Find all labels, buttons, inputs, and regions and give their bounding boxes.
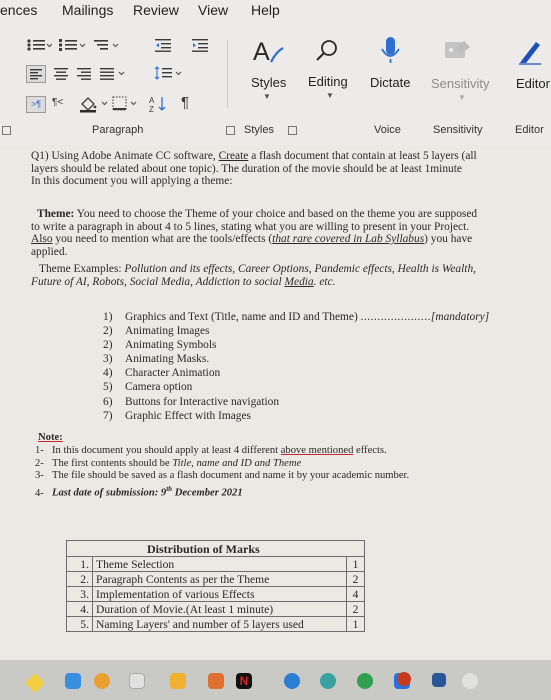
examples-line [31, 263, 536, 276]
list-item [103, 310, 489, 324]
note-text: In this document you should apply at least 4 different [52, 444, 281, 456]
note-item [35, 457, 409, 471]
menu-item-help[interactable]: Help [251, 2, 280, 18]
table-row [67, 617, 365, 632]
q1-create-word: Create [218, 150, 249, 162]
table-cell-item: Implementation of various Effects [93, 587, 347, 602]
show-marks-button[interactable] [181, 94, 189, 111]
edge-icon[interactable] [284, 673, 300, 689]
list-number: 5) [103, 381, 113, 394]
table-cell-item: Theme Selection [93, 557, 347, 572]
list-item [103, 409, 489, 423]
table-cell-number: 5. [67, 617, 93, 632]
numbering-icon [58, 38, 86, 52]
sort-button[interactable] [149, 95, 169, 118]
menu-item-review[interactable]: Review [133, 2, 179, 18]
bullets-icon [26, 38, 52, 52]
note-deadline-text: Last date of submission: 9 [52, 487, 167, 499]
list-item [103, 366, 489, 380]
examples-line [31, 276, 536, 289]
styles-icon [251, 36, 285, 66]
bullets-button[interactable] [26, 38, 52, 57]
group-label-editor: Editor [515, 124, 544, 136]
table-cell-marks: 1 [347, 617, 365, 632]
microphone-icon [378, 35, 402, 65]
examples-media-word: Media [284, 275, 314, 288]
theme-text: you need to mention what are the tools/effects ( [52, 233, 273, 245]
list-number: 7) [103, 409, 113, 422]
list-item [103, 352, 489, 366]
note-text: The first contents should be [52, 457, 173, 469]
list-text: Character Animation [125, 367, 221, 380]
theme-text: You need to choose the Theme of your choice and based on the theme you are supposed [74, 208, 478, 220]
list-number: 2) [103, 325, 113, 338]
svg-text:A: A [149, 96, 155, 105]
table-cell-marks: 4 [347, 587, 365, 602]
effects-list [103, 310, 489, 423]
list-item [103, 395, 489, 409]
justify-icon [99, 67, 127, 81]
rtl-button[interactable] [52, 97, 63, 108]
examples-text: Future of AI, Robots, Social Media, Addiction to social [31, 275, 285, 288]
multilevel-list-icon [93, 38, 121, 52]
word-icon[interactable] [432, 673, 446, 687]
theme-text: ) you have [424, 233, 473, 245]
theme-line [31, 233, 536, 246]
list-number: 6) [103, 395, 113, 408]
finder-icon[interactable] [25, 673, 45, 693]
word-ribbon [0, 0, 551, 145]
note-number: 3- [35, 470, 44, 482]
theme-lab-syllabus: that rare covered in Lab Syllabus [272, 233, 425, 245]
shading-button[interactable] [78, 95, 110, 118]
borders-button[interactable] [112, 96, 142, 117]
chevron-down-icon: ▼ [458, 93, 466, 102]
notes-icon[interactable] [129, 673, 145, 689]
list-text: Graphics and Text (Title, name and ID and Theme) [125, 311, 361, 323]
marks-table [66, 540, 365, 632]
list-item [103, 324, 489, 338]
mail-icon[interactable] [65, 673, 81, 689]
increase-indent-button[interactable] [191, 38, 209, 57]
table-cell-item: Duration of Movie.(At least 1 minute) [93, 602, 347, 617]
table-cell-marks: 1 [347, 557, 365, 572]
table-cell-item: Naming Layers' and number of 5 layers used [93, 617, 347, 632]
align-left-icon [27, 66, 45, 82]
theme-line: to write a paragraph in about 4 to 5 lines, stating what you are willing to present in your Project. [31, 220, 470, 233]
dock [0, 660, 551, 700]
table-cell-item: Paragraph Contents as per the Theme [93, 572, 347, 587]
align-right-icon [76, 67, 92, 81]
theme-examples [31, 263, 536, 288]
table-row [67, 557, 365, 572]
note-italic-text: Title, name and ID and Theme [172, 457, 302, 469]
q1-line: In this document you will applying a theme: [31, 175, 233, 187]
note-text: The file should be saved as a flash document and name it by your academic number. [52, 470, 410, 482]
rtl-icon: ¶< [52, 97, 64, 108]
ribbon-group-labels [0, 121, 551, 141]
align-left-button[interactable] [26, 65, 46, 83]
note-item [35, 444, 409, 458]
dictate-button[interactable] [368, 34, 414, 108]
table-cell-number: 2. [67, 572, 93, 587]
note-label-text: Note: [38, 432, 63, 443]
svg-text:Z: Z [149, 105, 154, 113]
align-right-button[interactable] [76, 67, 92, 86]
table-cell-number: 4. [67, 602, 93, 617]
group-label-sensitivity: Sensitivity [433, 124, 483, 136]
list-item [103, 380, 489, 394]
q1-line: layers should be related about one topic). The duration of the movie should be at least 1minute [31, 162, 462, 175]
note-text: effects. [353, 444, 387, 456]
editor-label: Editor [516, 76, 550, 91]
sensitivity-label: Sensitivity [431, 76, 490, 91]
examples-text: . etc. [313, 275, 336, 288]
list-number: 2) [103, 339, 113, 352]
search-icon [314, 38, 340, 66]
align-center-icon [53, 67, 69, 81]
list-text: Graphic Effect with Images [125, 409, 251, 422]
sensitivity-tag-icon [443, 38, 473, 66]
list-text: Animating Masks. [125, 353, 210, 366]
app-icon[interactable] [208, 673, 224, 689]
q1-line [31, 150, 536, 163]
list-item [103, 338, 489, 352]
note-deadline-sup: th [166, 485, 173, 494]
ltr-icon: >¶ [30, 99, 42, 109]
q1-text: a flash document that contain at least 5 layers (all [248, 150, 477, 162]
chrome-icon[interactable] [320, 673, 336, 689]
table-cell-marks: 2 [347, 572, 365, 587]
list-number: 3) [103, 353, 113, 366]
styles-label: Styles [251, 75, 287, 90]
examples-label: Theme Examples: [39, 263, 125, 275]
list-text: Animating Symbols [125, 339, 217, 352]
chevron-down-icon: ▼ [326, 91, 334, 100]
ltr-button[interactable] [26, 96, 46, 113]
justify-button[interactable] [99, 67, 127, 86]
note-number: 4- [35, 487, 44, 499]
note-label [38, 432, 409, 445]
editing-button[interactable] [305, 34, 355, 108]
sort-icon [149, 95, 169, 113]
table-cell-number: 3. [67, 587, 93, 602]
table-row [67, 602, 365, 617]
group-label-styles: Styles [244, 124, 274, 136]
note-number: 2- [35, 457, 44, 469]
q1-text: Q1) Using Adobe Animate CC software, [31, 150, 219, 162]
dialog-launcher-icon[interactable] [288, 126, 297, 135]
examples-text: Pollution and its effects, Career Options, Pandemic effects, Health is Wealth, [124, 263, 476, 275]
menu-item-references[interactable]: ences [0, 2, 38, 18]
note-deadline-text: December 2021 [172, 487, 243, 499]
theme-also-word: Also [31, 233, 53, 245]
editor-button[interactable] [508, 34, 551, 108]
chevron-down-icon: ▼ [263, 92, 271, 101]
theme-line [31, 208, 536, 221]
note-underlined-text: above mentioned [280, 444, 354, 456]
theme-line: applied. [31, 245, 68, 258]
menu-item-view[interactable]: View [198, 2, 229, 18]
styles-button[interactable] [240, 34, 292, 108]
align-center-button[interactable] [53, 67, 69, 86]
multilevel-list-button[interactable] [93, 38, 121, 57]
note-number: 1- [35, 444, 44, 456]
marks-table-header [67, 541, 365, 557]
sensitivity-button[interactable] [426, 34, 492, 108]
list-number: 1) [103, 311, 113, 323]
note-item [35, 470, 410, 483]
line-spacing-icon [154, 66, 184, 82]
note-item [35, 483, 409, 499]
netflix-logo: N [239, 674, 249, 688]
table-row [67, 572, 365, 587]
editor-pen-icon [516, 36, 546, 66]
editing-label: Editing [308, 74, 348, 89]
decrease-indent-button[interactable] [154, 38, 172, 57]
maps-icon[interactable] [357, 673, 373, 689]
dialog-launcher-icon[interactable] [2, 126, 11, 135]
menu-item-mailings[interactable]: Mailings [62, 2, 114, 18]
launchpad-icon[interactable] [170, 673, 186, 689]
increase-indent-icon [191, 38, 209, 52]
pilcrow-icon: ¶ [181, 94, 190, 111]
list-text: Animating Images [125, 325, 210, 338]
theme-paragraph [31, 208, 536, 258]
marks-table-title: Distribution of Marks [67, 541, 365, 557]
theme-label: Theme: [37, 208, 75, 220]
list-text: Buttons for Interactive navigation [125, 395, 280, 408]
table-cell-marks: 2 [347, 602, 365, 617]
calculator-icon[interactable] [94, 673, 110, 689]
decrease-indent-icon [154, 38, 172, 52]
svg-text:A: A [253, 38, 270, 66]
numbering-button[interactable] [58, 38, 86, 57]
q1-paragraph [31, 150, 536, 188]
table-row [67, 587, 365, 602]
list-number: 4) [103, 367, 113, 380]
list-text: Camera option [125, 381, 193, 394]
group-label-paragraph: Paragraph [92, 124, 144, 136]
ribbon-divider [227, 40, 228, 108]
dictate-label: Dictate [370, 75, 411, 90]
notes-section [35, 432, 410, 499]
list-leader-dots: ..................... [360, 311, 431, 323]
line-spacing-button[interactable] [154, 66, 184, 87]
table-cell-number: 1. [67, 557, 93, 572]
powerpoint-icon[interactable] [397, 672, 411, 686]
borders-icon [112, 96, 142, 112]
netflix-icon[interactable] [236, 673, 252, 689]
settings-icon[interactable] [462, 673, 478, 689]
dialog-launcher-icon[interactable] [226, 126, 235, 135]
paint-bucket-icon [78, 95, 110, 113]
list-mandatory-tag: [mandatory] [430, 311, 490, 323]
group-label-voice: Voice [374, 124, 401, 136]
